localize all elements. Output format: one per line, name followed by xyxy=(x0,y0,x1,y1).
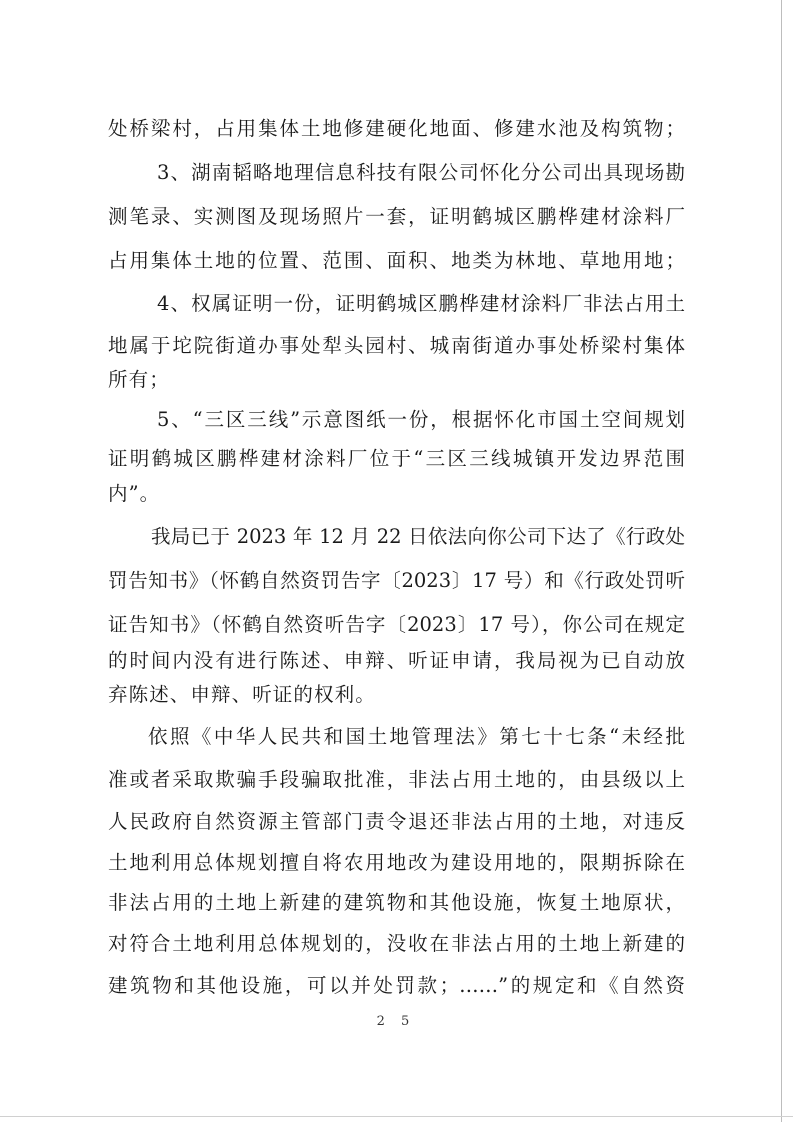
page-edge-right xyxy=(781,0,782,1122)
body-text-line: 依照《中华人民共和国土地管理法》第七十七条“未经批 xyxy=(148,725,685,748)
body-text-line: 测笔录、实测图及现场照片一套，证明鹤城区鹏桦建材涂料厂 xyxy=(108,205,685,228)
body-text-line: 我局已于 2023 年 12 月 22 日依法向你公司下达了《行政处 xyxy=(151,525,685,548)
body-text-line: 地属于坨院街道办事处犁头园村、城南街道办事处桥梁村集体 xyxy=(108,334,685,357)
page-number: 2 5 xyxy=(376,1014,416,1029)
body-text-line: 土地利用总体规划擅自将农用地改为建设用地的，限期拆除在 xyxy=(108,851,685,874)
body-text-line: 占用集体土地的位置、范围、面积、地类为林地、草地用地； xyxy=(108,249,685,272)
body-text-line: 对符合土地利用总体规划的，没收在非法占用的土地上新建的 xyxy=(108,932,685,955)
body-text-line: 弃陈述、申辩、听证的权利。 xyxy=(108,683,376,706)
body-text-line: 处桥梁村，占用集体土地修建硬化地面、修建水池及构筑物； xyxy=(108,117,685,140)
body-text-line: 人民政府自然资源主管部门责令退还非法占用的土地，对违反 xyxy=(108,810,685,833)
body-text-line: 4、权属证明一份，证明鹤城区鹏桦建材涂料厂非法占用土 xyxy=(157,292,685,315)
body-text-line: 的时间内没有进行陈述、申辩、听证申请，我局视为已自动放 xyxy=(108,649,685,672)
body-text-line: 准或者采取欺骗手段骗取批准，非法占用土地的，由县级以上 xyxy=(108,768,685,791)
body-text-line: 罚告知书》（怀鹤自然资罚告字〔2023〕17 号）和《行政处罚听 xyxy=(108,569,685,592)
body-text-line: 非法占用的土地上新建的建筑物和其他设施，恢复土地原状， xyxy=(108,891,685,914)
page-edge-bottom xyxy=(0,1116,793,1117)
body-text-line: 证明鹤城区鹏桦建材涂料厂位于“三区三线城镇开发边界范围 xyxy=(108,447,685,470)
body-text-line: 建筑物和其他设施，可以并处罚款；……”的规定和《自然资 xyxy=(108,974,685,997)
body-text-line: 5、“三区三线”示意图纸一份，根据怀化市国土空间规划 xyxy=(157,408,685,431)
body-text-line: 内”。 xyxy=(108,482,161,505)
body-text-line: 3、湖南韬略地理信息科技有限公司怀化分公司出具现场勘 xyxy=(157,161,685,184)
body-text-line: 证告知书》（怀鹤自然资听告字〔2023〕17 号），你公司在规定 xyxy=(108,613,685,636)
body-text-line: 所有； xyxy=(108,368,170,391)
